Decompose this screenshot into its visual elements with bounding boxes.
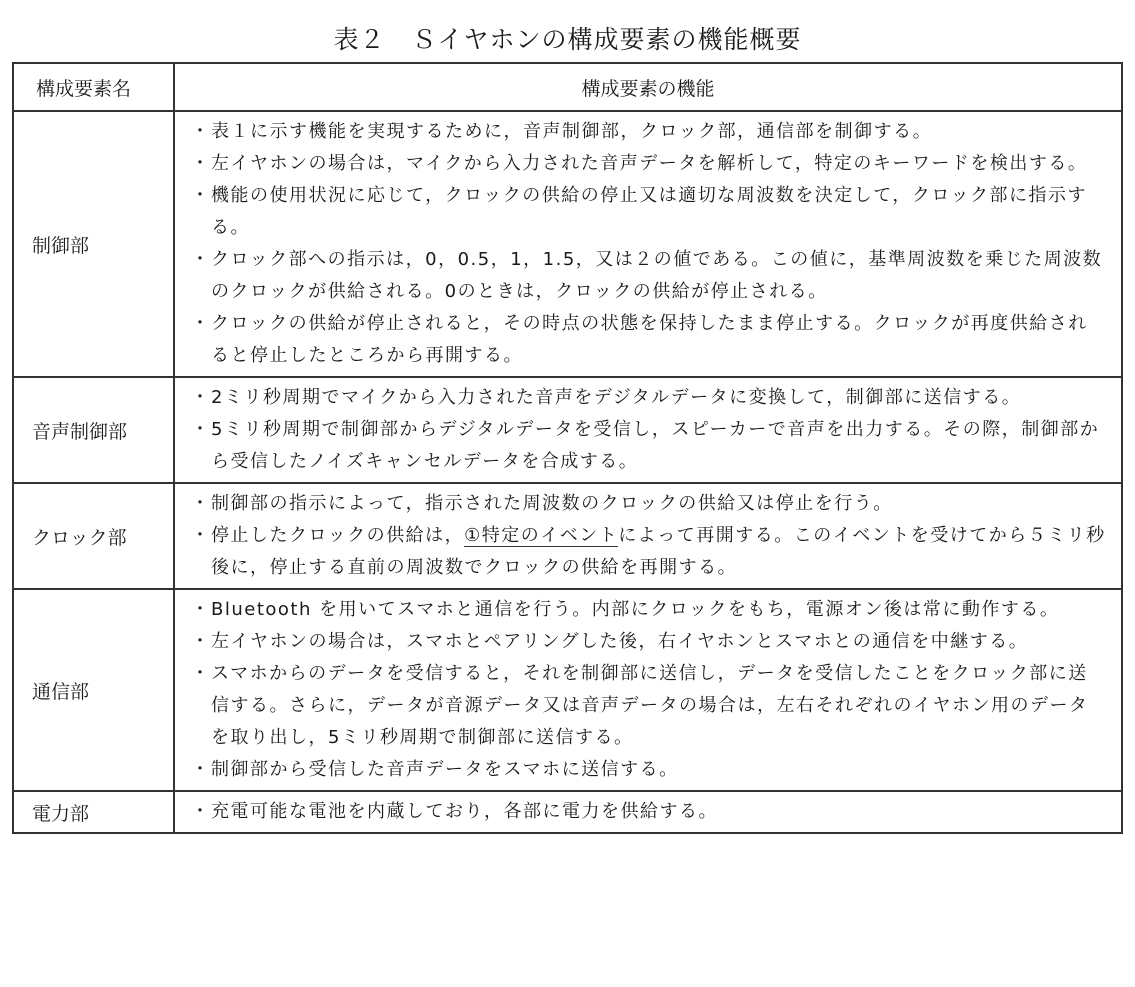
function-list: [191, 382, 1107, 478]
column-header-component-function: 構成要素の機能: [174, 63, 1122, 111]
function-list: [191, 796, 1107, 828]
table-row: [13, 483, 1122, 589]
list-item: ・ スマホからのデータを受信すると，それを制御部に送信し，データを受信したことをクロック部に送信する。さらに，データが音源データ又は音声データの場合は，左右それぞれのイヤホン用のデータを取り出し，5ミリ秒周期で制御部に送信する。: [191, 658, 1107, 754]
table-title: 表２ Ｓイヤホンの構成要素の機能概要: [333, 25, 802, 54]
component-function: [174, 791, 1122, 833]
component-name: 通信部: [13, 589, 174, 791]
list-item: ・ 機能の使用状況に応じて，クロックの供給の停止又は適切な周波数を決定して，クロック部に指示する。: [191, 180, 1107, 244]
list-item: ・ クロックの供給が停止されると，その時点の状態を保持したまま停止する。クロックが再度供給されると停止したところから再開する。: [191, 308, 1107, 372]
table-row: [13, 589, 1122, 791]
column-header-component-name: 構成要素名: [13, 63, 174, 111]
component-name: 制御部: [13, 111, 174, 377]
component-name: 音声制御部: [13, 377, 174, 483]
component-function: [174, 111, 1122, 377]
component-function-table: [12, 62, 1123, 834]
list-item: ・ 表１に示す機能を実現するために，音声制御部，クロック部，通信部を制御する。: [191, 116, 1107, 148]
list-item: ・ 5ミリ秒周期で制御部からデジタルデータを受信し，スピーカーで音声を出力する。その際，制御部から受信したノイズキャンセルデータを合成する。: [191, 414, 1107, 478]
table-header-row: [13, 63, 1122, 111]
list-item: ・ クロック部への指示は，0，0.5，1，1.5，又は２の値である。この値に，基準周波数を乗じた周波数のクロックが供給される。0のときは，クロックの供給が停止される。: [191, 244, 1107, 308]
list-item: ・ 制御部の指示によって，指示された周波数のクロックの供給又は停止を行う。: [191, 488, 1107, 520]
table-row: [13, 377, 1122, 483]
component-name: 電力部: [13, 791, 174, 833]
list-item: ・ 左イヤホンの場合は，スマホとペアリングした後，右イヤホンとスマホとの通信を中継する。: [191, 626, 1107, 658]
table-row: [13, 791, 1122, 833]
text-segment: によって再開する。このイベントを受けてから５ミリ秒後に，停止する直前の周波数でクロックの供給を再開する。: [211, 525, 1106, 578]
list-item: ・ Bluetooth を用いてスマホと通信を行う。内部にクロックをもち，電源オン後は常に動作する。: [191, 594, 1107, 626]
list-item: [191, 520, 1107, 584]
list-item: ・ 制御部から受信した音声データをスマホに送信する。: [191, 754, 1107, 786]
list-item: ・ 充電可能な電池を内蔵しており，各部に電力を供給する。: [191, 796, 1107, 828]
function-list: [191, 488, 1107, 584]
function-list: [191, 116, 1107, 372]
function-list: [191, 594, 1107, 786]
table-row: [13, 111, 1122, 377]
list-item: ・ 2ミリ秒周期でマイクから入力された音声をデジタルデータに変換して，制御部に送信する。: [191, 382, 1107, 414]
list-item: ・ 左イヤホンの場合は，マイクから入力された音声データを解析して，特定のキーワードを検出する。: [191, 148, 1107, 180]
component-function: [174, 589, 1122, 791]
component-function: [174, 377, 1122, 483]
text-segment: 停止したクロックの供給は，: [211, 525, 465, 546]
component-function: [174, 483, 1122, 589]
underlined-marker-1: ①特定のイベント: [464, 525, 619, 546]
component-name: クロック部: [13, 483, 174, 589]
